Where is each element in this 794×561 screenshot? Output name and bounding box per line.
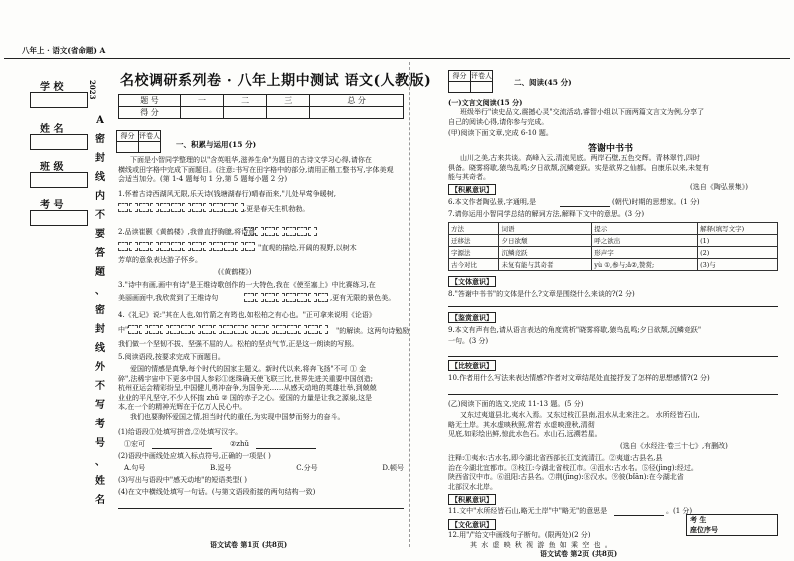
grid-cell[interactable] xyxy=(308,325,318,334)
option-d[interactable]: D.顿号 xyxy=(382,464,404,472)
question-4: 4.《礼记》说:"其在人也,如竹箭之有筠也,如松柏之有心也。"正可拿来说明《论语》 xyxy=(118,311,376,319)
grid-cell[interactable] xyxy=(245,242,255,251)
grid-cell[interactable] xyxy=(287,325,297,334)
section1-heading: 一、积累与运用(15 分) xyxy=(176,140,257,149)
table-cell: 未复有能与其奇者 xyxy=(499,259,592,271)
seal-char: 考 xyxy=(95,419,105,430)
name-label: 姓 名 xyxy=(40,124,64,135)
header-rule xyxy=(4,58,790,59)
grid-cell[interactable] xyxy=(308,227,318,236)
grader-score-label: 得分 xyxy=(449,71,471,82)
intro-line: 横线或田字格中完成下面题目。(注意:书写在田字格中的部分,请用正楷工整书写,字体美观 xyxy=(118,165,394,174)
question-7: 7.请你运用小智同学总结的解词方法,解释下文中的意思。(3 分) xyxy=(448,210,645,218)
grid-cell[interactable] xyxy=(235,203,245,212)
intro-line: 下面是小智同学整理的以"含英咀华,滋养生命"为题目的古诗文学习心得,请你在 xyxy=(130,156,372,164)
grid-cell[interactable] xyxy=(139,325,149,334)
grid-cell[interactable] xyxy=(244,227,254,236)
grid-cell[interactable] xyxy=(129,242,139,251)
grid-cell[interactable] xyxy=(297,293,307,302)
question-12: 12.用"/"给文中画线句子断句。(限两处)(2 分) xyxy=(448,531,591,539)
question-11-tail: 。(1 分) xyxy=(666,507,693,515)
table-cell: 呼之欲出 xyxy=(592,235,698,247)
grid-cell[interactable] xyxy=(171,203,181,212)
question-8: 8."答谢中书书"的文体是什么?文章是围绕什么来谈的?(2 分) xyxy=(448,290,635,298)
answer-line-q11[interactable] xyxy=(614,515,664,516)
top-label: 八年上 · 语文(省命题) A xyxy=(22,46,106,55)
table-head: 解释(填写文字) xyxy=(698,223,778,235)
section-tag-accumulate-2: 【积累意识】 xyxy=(448,494,496,505)
seal-char: 不 xyxy=(95,381,105,392)
question-6-tail: (朝代)时期的思想家。(1 分) xyxy=(612,198,700,206)
options-row xyxy=(124,464,404,474)
grid-cell[interactable] xyxy=(203,203,213,212)
table-cell: 夕日欲颓 xyxy=(499,235,592,247)
grid-cell[interactable] xyxy=(139,203,149,212)
option-a[interactable]: A.句号 xyxy=(124,464,146,472)
score-header-2: 二 xyxy=(224,95,267,107)
grid-cell[interactable] xyxy=(265,293,275,302)
part1-intro xyxy=(448,108,778,127)
question-4b: 中" xyxy=(118,326,129,334)
answer-line-q10[interactable] xyxy=(448,394,778,395)
section-tag-genre: 【文体意识】 xyxy=(448,276,496,287)
grid-cell[interactable] xyxy=(224,203,234,212)
seal-char: 姓 xyxy=(95,476,105,487)
year-code: 2023 xyxy=(88,80,97,100)
seal-char: 不 xyxy=(95,210,105,221)
table-cell: 迁移法 xyxy=(449,235,499,247)
passage-line: 杭州亚运会精彩纷呈,中国健儿勇冲奋争,为国争光……从感天动地的英雄壮举,到兢兢 xyxy=(118,384,377,392)
seal-char: 内 xyxy=(95,191,105,202)
section2-heading: 二、阅读(45 分) xyxy=(514,78,572,87)
seal-char: A xyxy=(96,115,104,126)
option-b[interactable]: B.逗号 xyxy=(210,464,232,472)
grid-cell[interactable] xyxy=(266,325,276,334)
grid-cell[interactable] xyxy=(213,325,223,334)
score-header-3: 三 xyxy=(267,95,310,107)
grid-cell[interactable] xyxy=(318,293,328,302)
question-10: 10.作者用什么写法来表达情感?作者对文章结尾处直接抒发了怎样的思想感情?(2 分) xyxy=(448,374,710,382)
score-cell[interactable] xyxy=(181,107,224,119)
question-3-tail: ,更有无限的景色美。 xyxy=(330,294,396,302)
seal-char: 名 xyxy=(95,495,105,506)
word-method-table xyxy=(448,222,778,271)
grid-cell[interactable] xyxy=(202,325,212,334)
grid-cell[interactable] xyxy=(149,325,159,334)
grader-reviewer-cell[interactable] xyxy=(139,142,161,153)
seal-char: 答 xyxy=(95,248,105,259)
grid-cell[interactable] xyxy=(319,325,329,334)
table-cell: 古今对比 xyxy=(449,259,499,271)
grid-cell[interactable] xyxy=(171,242,181,251)
section-tag-appreciate: 【鉴赏意识】 xyxy=(448,312,496,323)
section1-intro xyxy=(118,156,406,185)
grid-cell[interactable] xyxy=(245,325,255,334)
grid-cell[interactable] xyxy=(276,227,286,236)
page-title: 名校调研系列卷 · 八年上期中测试 语文(人教版) xyxy=(120,73,432,89)
seal-char: 封 xyxy=(95,324,105,335)
passage-line: 碎",法稀宇宙中下更多中国人参彩①迷珠确天使飞联三比,世界先进关重要中国创造; xyxy=(118,374,374,383)
seal-char: 线 xyxy=(95,343,105,354)
seal-char: 写 xyxy=(95,400,105,411)
grid-cell[interactable] xyxy=(192,203,202,212)
school-label: 学 校 xyxy=(40,82,64,93)
answer-grid-q2b[interactable] xyxy=(118,242,256,251)
grid-cell[interactable] xyxy=(255,227,265,236)
grid-cell[interactable] xyxy=(234,325,244,334)
question-6: 6.本文作者陶弘景,字通明,是 xyxy=(448,198,537,206)
table-cell: yù ①,参与;ǎ②,赞赏; xyxy=(592,259,698,271)
yi-instruction: (乙)阅读下面的选文,完成 11-13 题。(5 分) xyxy=(448,400,584,408)
jia-text xyxy=(448,154,778,183)
grid-cell[interactable] xyxy=(224,242,234,251)
grid-cell[interactable] xyxy=(244,293,254,302)
grader-reviewer-label: 评卷人 xyxy=(471,72,492,80)
page-divider xyxy=(409,62,410,547)
exam-no-label: 考 号 xyxy=(40,200,64,211)
table-head: 词语 xyxy=(499,223,592,235)
question-1: 1.怀着古诗西湖风无限,乐天诗(钱塘湖春行)晴春而来,"儿处早莺争暖树, xyxy=(118,190,337,198)
score-header-total: 总 分 xyxy=(310,95,404,107)
table-answer-cell[interactable]: (1) xyxy=(698,235,778,247)
jia-line: 能与其奇者。 xyxy=(448,173,490,181)
sub-question-1b: ②zhǔ xyxy=(230,440,249,448)
grid-cell[interactable] xyxy=(286,293,296,302)
question-12-sentence: 其 水 虚 映 秋 视 游 鱼 如 乘 空 也 。 xyxy=(470,541,613,549)
table-answer-cell[interactable]: (3)与 xyxy=(698,259,778,271)
table-answer-cell[interactable]: (2) xyxy=(698,247,778,259)
grid-cell[interactable] xyxy=(128,325,138,334)
grid-cell[interactable] xyxy=(192,325,202,334)
seal-char: 密 xyxy=(95,134,105,145)
question-3b: 美丽画面中,我欣赏到了王维诗句 xyxy=(118,294,219,302)
grid-cell[interactable] xyxy=(255,325,265,334)
grid-cell[interactable] xyxy=(286,227,296,236)
footer-left: 语文试卷 第1页 (共8页) xyxy=(210,540,288,549)
seal-char: 密 xyxy=(95,305,105,316)
class-label: 班 级 xyxy=(40,162,64,173)
exam-no-box[interactable] xyxy=(30,210,88,226)
question-1-tail: ,更是春天生机勃勃。 xyxy=(244,205,310,213)
grid-cell[interactable] xyxy=(276,325,286,334)
sub-question-1a: ①宏可 xyxy=(124,440,145,448)
passage-line: 爱国的情感是真挚,每个时代的国家主题义。新时代以来,将奔飞扬"不可 ① 金 xyxy=(130,365,367,373)
grid-cell[interactable] xyxy=(265,227,275,236)
grid-cell[interactable] xyxy=(223,325,233,334)
question-5: 5.阅读语段,按要求完成下面题目。 xyxy=(118,353,225,361)
grid-cell[interactable] xyxy=(235,242,245,251)
grid-cell[interactable] xyxy=(150,242,160,251)
grader-box-left xyxy=(116,130,161,153)
grid-cell[interactable] xyxy=(170,325,180,334)
question-11: 11.文中"水所经皆石山,略无土岸"中"略无"的意思是 xyxy=(448,507,608,515)
note-line: 治在今湖北宜都市。③枝江:今湖北省枝江市。④沮水:古水名。⑤径(jìng):经过。 xyxy=(448,463,698,472)
passage-line: 我们也要胸怀爱国之情,担当时代的重任,为实现中国梦而努力的奋斗。 xyxy=(130,412,345,421)
yi-line: 又东过夷道县北,夷水入焉。又东过枝江县南,沮水从北来注之。 水所经皆石山, xyxy=(460,411,700,419)
score-cell[interactable] xyxy=(224,107,267,119)
question-9b: 一句。(3 分) xyxy=(448,337,489,345)
seal-char: 外 xyxy=(95,362,105,373)
seal-char: 线 xyxy=(95,172,105,183)
table-head: 方法 xyxy=(449,223,499,235)
answer-line-q6[interactable] xyxy=(560,206,610,207)
grid-cell[interactable] xyxy=(308,293,318,302)
grid-cell[interactable] xyxy=(139,242,149,251)
question-2: 2.品读崔颢《黄鹤楼》,我曾直抒胸臆,将诗意 xyxy=(118,228,256,236)
seal-char: 封 xyxy=(95,153,105,164)
grid-cell[interactable] xyxy=(182,242,192,251)
answer-line-q9[interactable] xyxy=(448,356,778,357)
yi-line: 略无土岸。其水虚映秋照,常若 水虚映澄秋,清彻 xyxy=(448,420,595,429)
grader-score-label: 得分 xyxy=(117,131,139,142)
section-tag-accumulate: 【积累意识】 xyxy=(448,184,496,195)
yi-source: (选自《水经注·卷三十七》,有删改) xyxy=(620,442,728,450)
grid-cell[interactable] xyxy=(203,242,213,251)
footer-right: 语文试卷 第2页 (共8页) xyxy=(540,549,618,558)
passage-line: 本,在一个的精神光辉在于亿万人民心中。 xyxy=(118,403,247,411)
sub-question-3: (3)写出与语段中"感天动地"的短语类型( ) xyxy=(118,476,248,484)
intro-line: 自己的阅读心得,请你参与完成。 xyxy=(448,117,549,126)
grid-cell[interactable] xyxy=(298,325,308,334)
question-4d: 我们做一个坚韧不拔、坚强不屈的人。松柏的坚贞气节,正是这一朗读的写照。 xyxy=(118,340,359,348)
option-c[interactable]: C.分号 xyxy=(296,464,318,472)
answer-line-1b[interactable] xyxy=(256,448,316,449)
class-box[interactable] xyxy=(30,172,88,188)
grid-cell[interactable] xyxy=(160,325,170,334)
sub-question-1: (1)给语段①处填写拼音,②处填写汉字。 xyxy=(118,428,243,436)
grid-cell[interactable] xyxy=(118,242,128,251)
answer-line-1a[interactable] xyxy=(152,448,212,449)
score-header-1: 一 xyxy=(181,95,224,107)
answer-line-sub4[interactable] xyxy=(118,508,404,509)
answer-line-q8[interactable] xyxy=(448,306,778,307)
grid-cell[interactable] xyxy=(192,242,202,251)
table-head: 提示 xyxy=(592,223,698,235)
seal-char: 、 xyxy=(95,457,105,468)
grid-cell[interactable] xyxy=(182,203,192,212)
part1-title: (一)文言文阅读(15 分) xyxy=(448,98,523,107)
question-4-tail: "的解读。这两句诗勉励 xyxy=(336,327,410,335)
jia-source: (选自《陶弘景集》) xyxy=(690,183,748,191)
sub-question-2: (2)语段中画线处应填入标点符号,正确的一项是( ) xyxy=(118,452,271,460)
score-table xyxy=(118,94,404,119)
grid-cell[interactable] xyxy=(160,242,170,251)
jia-instruction: (甲)阅读下面文章,完成 6-10 题。 xyxy=(448,129,553,137)
grid-cell[interactable] xyxy=(297,227,307,236)
score-cell[interactable] xyxy=(310,107,404,119)
jia-line: 山川之美,古来共谈。高峰入云,清流见底。两岸石壁,五色交辉。青林翠竹,四时 xyxy=(460,154,700,162)
answer-grid-q1[interactable] xyxy=(118,203,245,212)
grid-cell[interactable] xyxy=(213,203,223,212)
question-2-source: (《黄鹤楼》) xyxy=(218,268,252,276)
grid-cell[interactable] xyxy=(255,293,265,302)
jia-title: 答谢中书书 xyxy=(588,144,634,154)
notes xyxy=(448,454,782,492)
intro-line: 班级举行"读史品文,震撼心灵"交流活动,睿智小组以下面两篇文言文为例,分享了 xyxy=(460,108,705,116)
answer-grid-q3[interactable] xyxy=(244,293,329,302)
question-2-tail: "直观的描绘,开阔的视野,以树木 xyxy=(258,244,357,252)
score-row-label: 得 分 xyxy=(119,107,181,119)
school-box[interactable] xyxy=(30,92,88,108)
seal-char: 要 xyxy=(95,229,105,240)
score-cell[interactable] xyxy=(267,107,310,119)
question-3: 3."诗中有画,画中有诗"是王维诗歌创作的一大特色,我在《使至塞上》中比赛练习,在 xyxy=(118,281,376,289)
grid-cell[interactable] xyxy=(213,242,223,251)
grader-reviewer-label: 评卷人 xyxy=(139,132,160,140)
passage-line: 业业的平凡坚守,不少人怀揣 zhǔ ② 国的赤子之心。爱国的力量是让我之源泉,这是 xyxy=(118,393,373,402)
note-line: 陕西省汉中市。⑥沮阳:古县名。⑦荆(jīng):⑧汉水。⑨彼(bǐān):在今湖北省 xyxy=(448,473,684,481)
table-cell: 形声字 xyxy=(592,247,698,259)
jia-line: 俱备。晓雾将歇,猿鸟乱鸣;夕日欲颓,沉鳞竞跃。实是欲界之仙都。自康乐以来,未复有 xyxy=(448,163,710,172)
passage xyxy=(118,365,408,422)
grader-box-right xyxy=(448,70,493,93)
question-2-tail2: 芳草的意象表达游子怀乡。 xyxy=(118,256,202,264)
question-9: 9.本文有声有色,请从语言表达的角度赏析"晓雾将歇,猿鸟乱鸣;夕日欲颓,沉鳞竞跃" xyxy=(448,326,702,334)
section-tag-compare: 【比较意识】 xyxy=(448,360,496,371)
sub-question-4: (4)在文中横线处填写一句话。(与第文语段衔接的两句结构一致) xyxy=(118,488,316,496)
score-header-qno: 题 号 xyxy=(119,95,181,107)
seal-char: 题 xyxy=(95,267,105,278)
table-cell: 字源法 xyxy=(449,247,499,259)
grid-cell[interactable] xyxy=(181,325,191,334)
note-line: 北部汉水北岸。 xyxy=(448,482,497,491)
seat-number-box[interactable]: 考 生 座位序号 xyxy=(686,514,778,536)
grader-score-cell[interactable] xyxy=(117,142,139,153)
grid-cell[interactable] xyxy=(276,293,286,302)
name-box[interactable] xyxy=(30,134,88,150)
grid-cell[interactable] xyxy=(118,203,128,212)
answer-grid-q4[interactable] xyxy=(128,325,329,334)
note-line: 注释:①夷水:古水名,即今湖北省西部长江支流清江。②夷道:古县名,县 xyxy=(448,454,663,462)
table-cell: 沉鳞竞跃 xyxy=(499,247,592,259)
grid-cell[interactable] xyxy=(160,203,170,212)
intro-line: 会适当加分。(第 1-4 题每句 1 分,第 5 题每小题 2 分) xyxy=(118,175,288,183)
yi-text xyxy=(448,411,778,440)
seal-char: 、 xyxy=(95,286,105,297)
section-tag-culture: 【文化意识】 xyxy=(448,519,496,530)
grid-cell[interactable] xyxy=(129,203,139,212)
seal-char: 号 xyxy=(95,438,105,449)
answer-grid-q2[interactable] xyxy=(244,227,318,236)
grid-cell[interactable] xyxy=(150,203,160,212)
grader-reviewer-cell[interactable] xyxy=(471,82,493,93)
grader-score-cell[interactable] xyxy=(449,82,471,93)
yi-line: 见底,如彩绘出鲜,惊此水色石。水山石,远溯若星。 xyxy=(448,430,602,438)
